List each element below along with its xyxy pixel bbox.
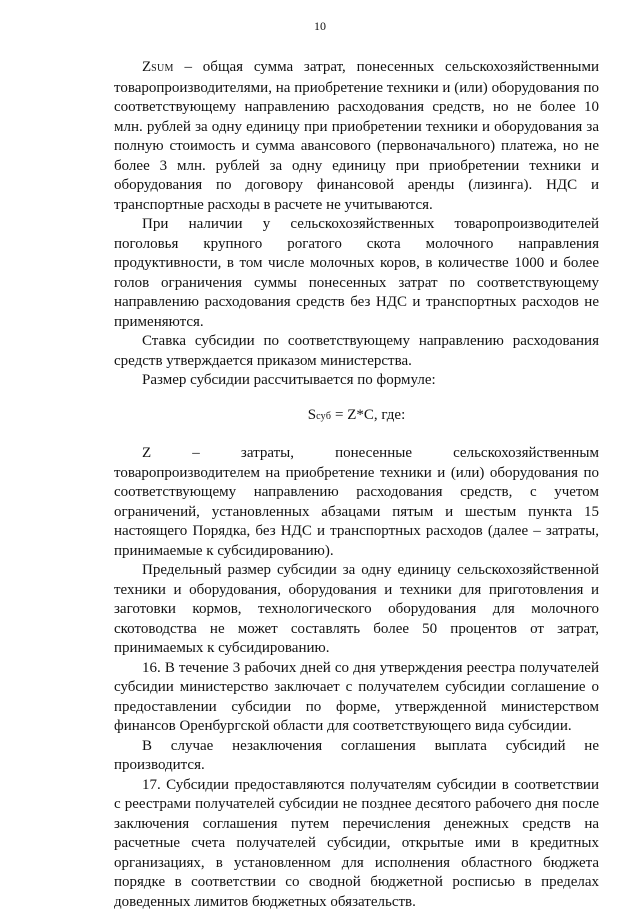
paragraph-item-16: 16. В течение 3 рабочих дней со дня утверждения реестра получателей субсидии министерство заключает с получателем субсидии соглашение о предоставлении субсидии по форме, утвержденной министерством финансов Оренбургской области для соответствующего вида субсидии.	[114, 659, 599, 737]
paragraph-z-definition: Z – затраты, понесенные сельскохозяйственным товаропроизводителем на приобретение техники и (или) оборудования по соответствующему направлению расходования средств, с учетом ограничений, установленных абзацами пятым и шестым пункта 15 настоящего Порядка, без НДС и транспортных расходов (далее – затраты, принимаемые к субсидированию).	[114, 444, 599, 561]
paragraph-cattle-exception: При наличии у сельскохозяйственных товаропроизводителей поголовья крупного рогатого скота молочного направления продуктивности, в том числе молочных коров, в количестве 1000 и более голов ограничения суммы понесенных затрат по соответствующему направлению расходования средств без НДС и транспортных расходов не применяются.	[114, 215, 599, 332]
paragraph-subsidy-rate: Ставка субсидии по соответствующему направлению расходования средств утверждается приказом министерства.	[114, 332, 599, 371]
zsum-symbol: ZSUM	[142, 59, 174, 75]
paragraph-max-subsidy: Предельный размер субсидии за одну единицу сельскохозяйственной техники и оборудования, оборудования и техники для приготовления и заготовки кормов, технологического оборудования для молочного скотоводства не может составлять более 50 процентов от затрат, принимаемых к субсидированию.	[114, 561, 599, 659]
page-number: 10	[0, 19, 640, 34]
paragraph-zsum-definition	[114, 58, 599, 215]
paragraph-no-agreement: В случае незаключения соглашения выплата субсидий не производится.	[114, 737, 599, 776]
paragraph-item-17: 17. Субсидии предоставляются получателям субсидии в соответствии с реестрами получателей субсидии не позднее десятого рабочего дня после заключения соглашения путем перечисления денежных средств на расчетные счета получателей субсидии, открытые ими в кредитных организациях, в установленном для исполнения областного бюджета порядке в соответствии со сводной бюджетной росписью в пределах доведенных лимитов бюджетных обязательств.	[114, 776, 599, 912]
zsum-definition-text: – общая сумма затрат, понесенных сельскохозяйственными товаропроизводителями, на приобретение техники и (или) оборудования по соответствующему направлению расходования средств, но не более 10 млн. рублей за одну единицу при приобретении техники и оборудования за полную стоимость и сумма авансового (первоначального) платежа, но не более 3 млн. рублей за одну единицу при приобретении техники и оборудования по договору финансовой аренды (лизинга). НДС и транспортные расходы в расчете не учитываются.	[114, 59, 599, 213]
subsidy-formula: Sсуб = Z*C, где:	[114, 406, 599, 427]
document-body	[114, 58, 599, 912]
paragraph-formula-intro: Размер субсидии рассчитывается по формуле:	[114, 371, 599, 391]
